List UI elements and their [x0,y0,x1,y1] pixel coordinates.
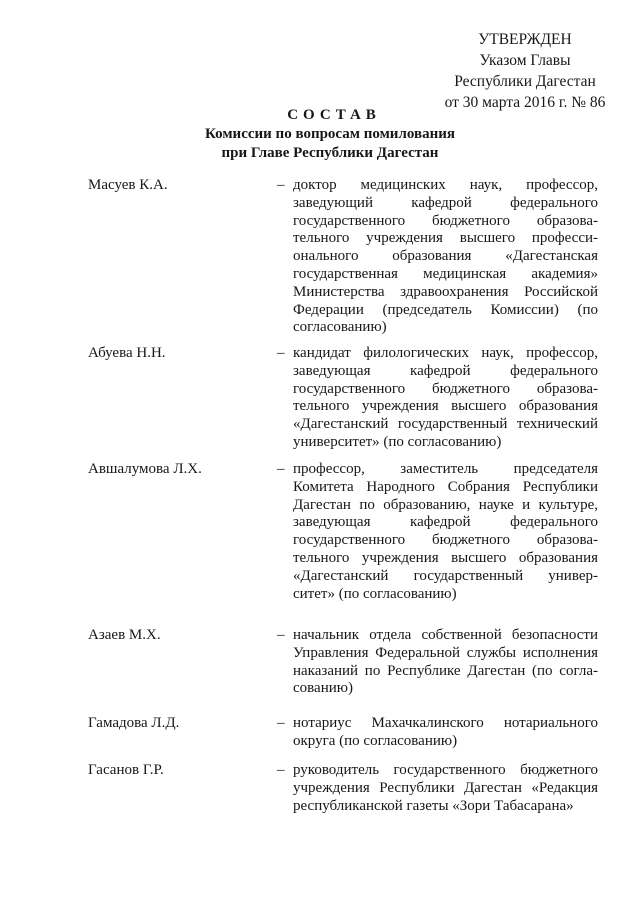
description-line: государственная медицинская академия» [293,265,598,282]
description-line: «Дагестанский государственный технический [293,416,598,433]
description-line: руководитель государственного бюджетного [293,762,598,778]
description-line: профессор, заместитель председателя [293,461,598,477]
description-line: Управления Федеральной службы исполнения [293,644,598,661]
member-dash: – [277,627,285,643]
approval-block [420,29,630,113]
member-description [293,345,598,452]
description-line: тельного учреждения высшего образования [293,549,598,566]
description-line: тельного учреждения высшего професси- [293,230,598,247]
description-line: округа (по согласованию) [293,732,458,749]
member-name: Абуева Н.Н. [88,345,166,361]
document-heading [130,106,530,163]
description-line: государственного бюджетного образова- [293,380,598,397]
description-line: сованию) [293,680,353,697]
description-line: нотариус Махачкалинского нотариального [293,715,598,731]
document-title: СОСТАВ [287,107,381,123]
member-name: Авшалумова Л.Х. [88,461,202,477]
description-line: государственного бюджетного образова- [293,212,598,229]
description-line: Министерства здравоохранения Российской [293,283,598,300]
description-line: заведующая кафедрой федерального [293,514,598,531]
member-description [293,715,598,751]
document-subtitle-line-2: при Главе Республики Дагестан [221,145,439,161]
member-dash: – [277,345,285,361]
member-dash: – [277,715,285,731]
member-description [293,461,598,603]
member-description [293,627,598,698]
description-line: университет» (по согласованию) [293,433,502,450]
member-dash: – [277,461,285,477]
description-line: учреждения Республики Дагестан «Редакция [293,779,598,796]
approval-status: УТВЕРЖДЕН [478,31,572,48]
member-name: Гасанов Г.Р. [88,762,164,778]
description-line: кандидат филологических наук, профессор, [293,345,598,361]
description-line: онального образования «Дагестанская [293,248,598,265]
description-line: Дагестан по образованию, науке и культуре, [293,496,598,513]
description-line: Федерации (председатель Комиссии) (по [293,301,598,318]
member-name: Азаев М.Х. [88,627,161,643]
description-line: тельного учреждения высшего образования [293,398,598,415]
member-name: Гамадова Л.Д. [88,715,180,731]
member-dash: – [277,177,285,193]
document-subtitle-line-1: Комиссии по вопросам помилования [205,126,455,142]
member-dash: – [277,762,285,778]
approval-by: Указом Главы [479,52,571,69]
description-line: Комитета Народного Собрания Республики [293,478,598,495]
description-line: «Дагестанский государственный универ- [293,567,598,584]
description-line: заведующий кафедрой федерального [293,194,598,211]
description-line: наказаний по Республике Дагестан (по согла- [293,662,598,679]
description-line: государственного бюджетного образова- [293,532,598,549]
member-description [293,762,598,815]
description-line: республиканской газеты «Зори Табасарана» [293,797,574,814]
description-line: заведующая кафедрой федерального [293,362,598,379]
description-line: согласованию) [293,319,387,336]
member-name: Масуев К.А. [88,177,168,193]
member-description [293,177,598,337]
description-line: доктор медицинских наук, профессор, [293,177,598,193]
description-line: начальник отдела собственной безопасности [293,627,598,643]
description-line: ситет» (по согласованию) [293,585,457,602]
approval-authority: Республики Дагестан [454,73,596,90]
approval-date-number: от 30 марта 2016 г. № 86 [444,94,606,111]
